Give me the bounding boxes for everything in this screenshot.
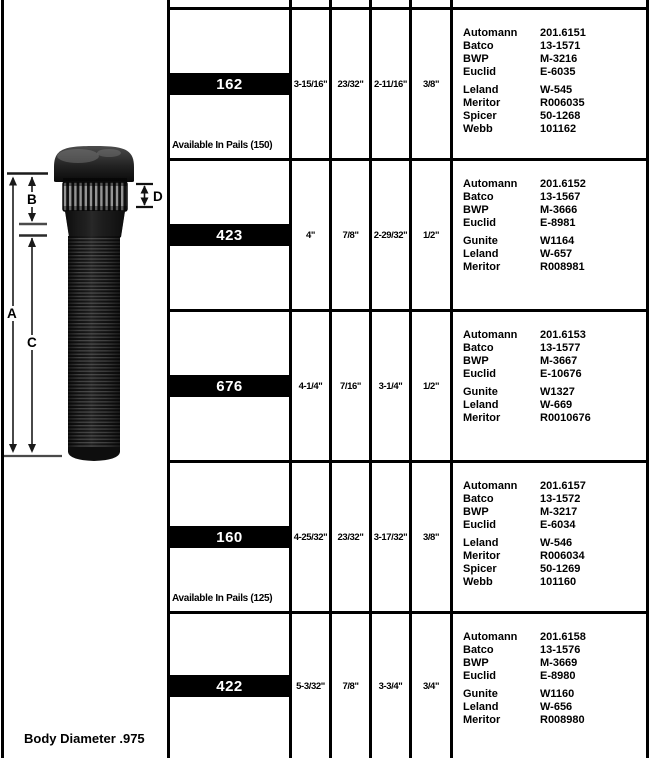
dim-c-cell	[372, 10, 412, 158]
dim-d-cell	[412, 161, 453, 309]
dim-d-cell	[412, 312, 453, 460]
dim-d-cell	[412, 463, 453, 611]
part-number-bar	[170, 375, 289, 397]
cross-ref-brand: BWP	[463, 506, 489, 518]
dim-b-value: 7/8"	[342, 680, 359, 692]
part-cell	[170, 614, 292, 758]
cross-ref-number: W1164	[540, 235, 575, 247]
cross-ref-number: 13-1571	[540, 40, 581, 52]
dim-b-value: 23/32"	[337, 531, 364, 543]
cross-ref-line	[463, 519, 646, 532]
cross-ref-line	[463, 399, 646, 412]
cross-ref-number: W1327	[540, 386, 575, 398]
cross-ref-line	[463, 480, 646, 493]
cross-refs-cell	[453, 312, 646, 460]
cross-ref-number: 13-1567	[540, 191, 581, 203]
cross-ref-brand: Automann	[463, 178, 518, 190]
part-number: 160	[216, 528, 243, 546]
dim-a-value: 3-15/16"	[293, 78, 328, 90]
dim-d-value: 3/8"	[422, 531, 440, 543]
part-cell	[170, 161, 292, 309]
table-row	[170, 463, 646, 614]
cross-ref-line	[463, 714, 646, 727]
cross-ref-number: W-669	[540, 399, 573, 411]
dim-a-cell	[292, 10, 332, 158]
table-row	[170, 161, 646, 312]
cross-ref-brand: Automann	[463, 631, 518, 643]
part-cell	[170, 10, 292, 158]
cross-ref-number: M-3216	[540, 53, 578, 65]
cross-ref-brand: Meritor	[463, 412, 501, 424]
dim-d-cell	[412, 614, 453, 758]
cross-ref-brand: Automann	[463, 480, 518, 492]
cross-ref-brand: Euclid	[463, 66, 497, 78]
cross-ref-group	[463, 84, 646, 136]
cross-ref-number: R0010676	[540, 412, 591, 424]
cross-ref-line	[463, 217, 646, 230]
cross-ref-brand: Meritor	[463, 714, 501, 726]
cross-refs-cell	[453, 463, 646, 611]
dim-d-value: 3/8"	[422, 78, 440, 90]
cross-ref-brand: BWP	[463, 355, 489, 367]
cross-ref-group	[463, 631, 646, 683]
cross-ref-line	[463, 631, 646, 644]
cross-refs-cell	[453, 614, 646, 758]
cross-ref-number: 13-1576	[540, 644, 581, 656]
cross-ref-number: 101160	[540, 576, 577, 588]
dim-d-cell	[412, 0, 453, 7]
part-cell	[170, 0, 292, 7]
table-row	[170, 10, 646, 161]
cross-ref-number: M-3217	[540, 506, 578, 518]
cross-ref-brand: Gunite	[463, 688, 498, 700]
cross-ref-number: 13-1577	[540, 342, 581, 354]
cross-ref-group	[463, 27, 646, 79]
stud-illustration-panel	[0, 0, 167, 758]
cross-ref-brand: Webb	[463, 576, 493, 588]
cross-ref-number: 201.6153	[540, 329, 586, 341]
cross-ref-line	[463, 563, 646, 576]
cross-ref-number: W-656	[540, 701, 573, 713]
cross-ref-line	[463, 644, 646, 657]
cross-ref-group	[463, 688, 646, 727]
cross-ref-number: M-3667	[540, 355, 578, 367]
dim-c-value: 2-11/16"	[373, 78, 407, 90]
cross-ref-line	[463, 386, 646, 399]
cross-ref-number: 201.6157	[540, 480, 586, 492]
cross-ref-line	[463, 576, 646, 589]
cross-ref-number: R006035	[540, 97, 585, 109]
cross-ref-line	[463, 261, 646, 274]
dim-label-c: C	[27, 335, 37, 350]
cross-ref-number: 201.6158	[540, 631, 586, 643]
cross-ref-brand: Leland	[463, 701, 499, 713]
cross-ref-line	[463, 123, 646, 136]
cross-ref-line	[463, 688, 646, 701]
cross-ref-brand: Automann	[463, 329, 518, 341]
stud-photo	[0, 0, 167, 758]
dim-a-value: 4-1/4"	[298, 380, 323, 392]
dim-c-value: 2-29/32"	[373, 229, 408, 241]
dim-c-cell	[372, 614, 412, 758]
cross-ref-number: E-6035	[540, 66, 576, 78]
dim-c-cell	[372, 463, 412, 611]
dim-b-cell	[332, 463, 372, 611]
cross-ref-brand: BWP	[463, 204, 489, 216]
cross-ref-number: R008981	[540, 261, 585, 273]
cross-ref-line	[463, 329, 646, 342]
dim-arrow-d	[141, 185, 149, 206]
cross-ref-line	[463, 235, 646, 248]
cross-ref-brand: Batco	[463, 40, 494, 52]
dim-label-d: D	[153, 189, 163, 204]
cross-ref-brand: Batco	[463, 191, 494, 203]
cross-ref-group	[463, 235, 646, 274]
cross-ref-group	[463, 178, 646, 230]
cross-ref-brand: Gunite	[463, 386, 498, 398]
cross-ref-brand: BWP	[463, 657, 489, 669]
dim-c-cell	[372, 0, 412, 7]
cross-ref-brand: Gunite	[463, 235, 498, 247]
cross-ref-line	[463, 191, 646, 204]
cross-ref-number: M-3666	[540, 204, 578, 216]
cross-ref-line	[463, 66, 646, 79]
cross-ref-brand: Batco	[463, 644, 494, 656]
dim-c-value: 3-3/4"	[378, 680, 403, 692]
stud-tip	[68, 447, 120, 461]
part-number-bar	[170, 73, 289, 95]
dim-b-value: 7/8"	[342, 229, 359, 241]
cross-ref-line	[463, 550, 646, 563]
cross-ref-number: 101162	[540, 123, 577, 135]
availability-note: Available In Pails (150)	[172, 140, 273, 151]
cross-ref-line	[463, 84, 646, 97]
cross-ref-number: 50-1268	[540, 110, 581, 122]
dim-d-value: 1/2"	[422, 380, 440, 392]
cross-ref-number: W-546	[540, 537, 573, 549]
dim-c-cell	[372, 161, 412, 309]
cross-ref-line	[463, 40, 646, 53]
part-number: 422	[216, 677, 243, 695]
cross-ref-brand: Leland	[463, 537, 499, 549]
cross-ref-brand: Euclid	[463, 217, 497, 229]
cross-ref-number: 13-1572	[540, 493, 581, 505]
cross-ref-line	[463, 53, 646, 66]
cross-ref-brand: Leland	[463, 84, 499, 96]
cross-ref-line	[463, 342, 646, 355]
cross-ref-line	[463, 27, 646, 40]
cross-ref-group	[463, 480, 646, 532]
cross-ref-brand: Meritor	[463, 261, 501, 273]
dim-label-b: B	[27, 192, 37, 207]
cross-ref-brand: Spicer	[463, 563, 497, 575]
dim-c-value: 3-1/4"	[378, 380, 403, 392]
dim-d-cell	[412, 10, 453, 158]
table-row	[170, 312, 646, 463]
cross-ref-brand: Meritor	[463, 97, 501, 109]
dim-label-a: A	[7, 306, 17, 321]
cross-ref-line	[463, 110, 646, 123]
cross-ref-brand: Batco	[463, 493, 494, 505]
dim-b-cell	[332, 10, 372, 158]
dim-b-cell	[332, 614, 372, 758]
cross-ref-brand: Euclid	[463, 670, 497, 682]
cross-ref-line	[463, 204, 646, 217]
dim-a-cell	[292, 614, 332, 758]
cross-ref-brand: Leland	[463, 248, 499, 260]
cross-ref-line	[463, 506, 646, 519]
cross-ref-brand: Euclid	[463, 519, 497, 531]
cross-ref-number: 201.6151	[540, 27, 586, 39]
part-number: 162	[216, 75, 243, 93]
cross-ref-group	[463, 537, 646, 589]
dim-d-value: 3/4"	[422, 680, 440, 692]
dim-b-cell	[332, 0, 372, 7]
cross-ref-group	[463, 386, 646, 425]
cross-ref-number: E-8980	[540, 670, 576, 682]
cross-ref-number: E-10676	[540, 368, 582, 380]
dim-b-cell	[332, 161, 372, 309]
cross-ref-number: W1160	[540, 688, 575, 700]
cross-ref-number: W-545	[540, 84, 573, 96]
cross-ref-brand: Spicer	[463, 110, 497, 122]
dim-c-value: 3-17/32"	[373, 531, 408, 543]
part-cell	[170, 312, 292, 460]
cross-ref-number: 50-1269	[540, 563, 581, 575]
cross-ref-line	[463, 248, 646, 261]
cross-ref-line	[463, 657, 646, 670]
dim-c-cell	[372, 312, 412, 460]
cross-ref-line	[463, 178, 646, 191]
dim-a-cell	[292, 161, 332, 309]
cross-refs-cell	[453, 161, 646, 309]
cross-ref-number: R006034	[540, 550, 585, 562]
cross-ref-brand: Meritor	[463, 550, 501, 562]
cross-ref-number: E-8981	[540, 217, 576, 229]
cross-ref-number: R008980	[540, 714, 585, 726]
cross-ref-brand: Automann	[463, 27, 518, 39]
dim-a-cell	[292, 312, 332, 460]
cross-refs-cell	[453, 10, 646, 158]
dim-a-value: 4-25/32"	[293, 531, 328, 543]
dim-a-value: 4"	[306, 229, 315, 241]
table-row-partial	[170, 0, 646, 10]
part-number: 676	[216, 377, 243, 395]
cross-ref-line	[463, 412, 646, 425]
part-number-bar	[170, 675, 289, 697]
part-number-bar	[170, 526, 289, 548]
availability-note: Available In Pails (125)	[172, 593, 273, 604]
table-row	[170, 614, 646, 758]
cross-ref-number: W-657	[540, 248, 573, 260]
cross-ref-line	[463, 493, 646, 506]
dim-b-value: 23/32"	[337, 78, 364, 90]
cross-ref-line	[463, 537, 646, 550]
dim-a-value: 5-3/32"	[296, 680, 325, 692]
part-number: 423	[216, 226, 243, 244]
body-diameter-note: Body Diameter .975	[24, 731, 145, 746]
cross-ref-line	[463, 355, 646, 368]
part-number-bar	[170, 224, 289, 246]
cross-ref-line	[463, 368, 646, 381]
cross-ref-number: E-6034	[540, 519, 576, 531]
dim-a-cell	[292, 463, 332, 611]
dim-b-cell	[332, 312, 372, 460]
cross-ref-brand: BWP	[463, 53, 489, 65]
parts-table	[167, 0, 649, 758]
cross-ref-brand: Batco	[463, 342, 494, 354]
cross-ref-brand: Webb	[463, 123, 493, 135]
cross-ref-number: M-3669	[540, 657, 578, 669]
cross-ref-group	[463, 329, 646, 381]
dim-b-value: 7/16"	[340, 380, 361, 392]
cross-ref-brand: Euclid	[463, 368, 497, 380]
dim-d-value: 1/2"	[422, 229, 440, 241]
cross-ref-line	[463, 670, 646, 683]
cross-ref-number: 201.6152	[540, 178, 586, 190]
part-cell	[170, 463, 292, 611]
cross-ref-line	[463, 97, 646, 110]
cross-ref-line	[463, 701, 646, 714]
dim-a-cell	[292, 0, 332, 7]
cross-ref-brand: Leland	[463, 399, 499, 411]
